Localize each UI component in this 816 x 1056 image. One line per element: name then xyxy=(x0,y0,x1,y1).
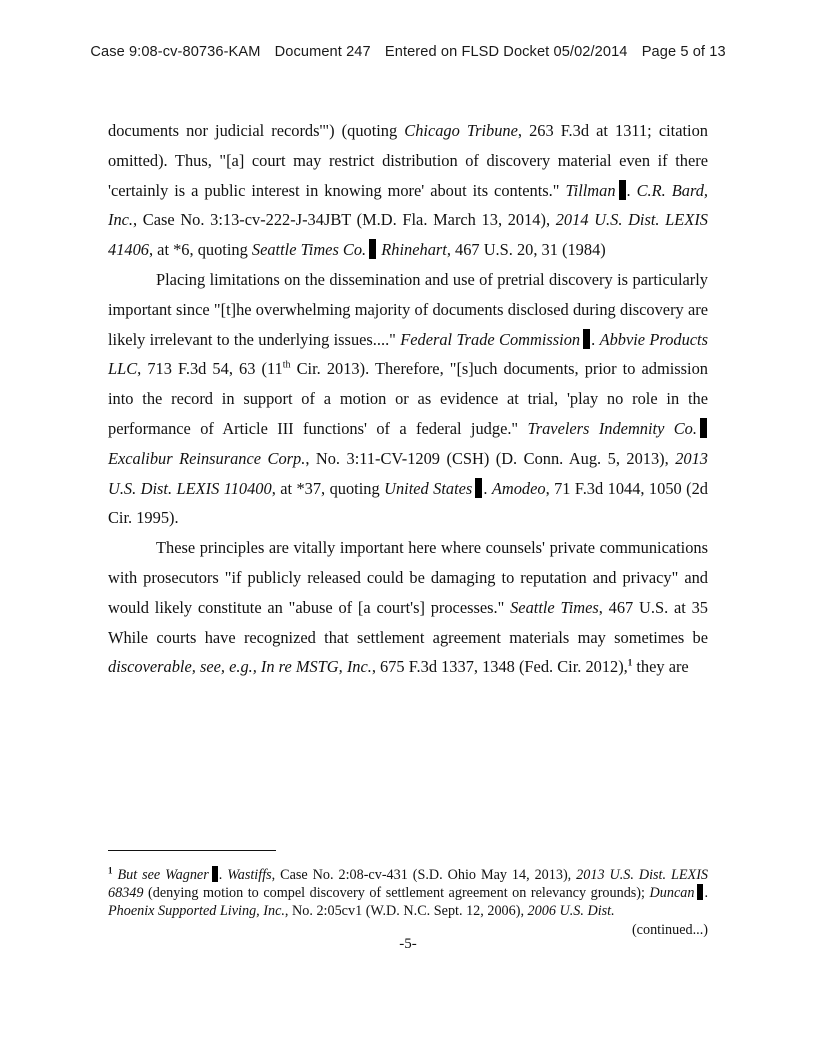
paragraph-1 xyxy=(108,116,708,265)
text-run: , Case No. 3:13-cv-222-J-34JBT (M.D. Fla. March 13, 2014), xyxy=(133,210,556,230)
case-citation: Seattle Times Co. xyxy=(251,240,367,260)
text-run: , 467 U.S. at 35 While courts have recognized that settlement agreement materials may sometimes be xyxy=(108,597,708,647)
text-run: . xyxy=(483,478,492,498)
case-citation: Rhinehart xyxy=(381,240,447,260)
case-citation: Seattle Times xyxy=(510,597,599,617)
text-run: , Case No. 2:08-cv-431 (S.D. Ohio May 14, 2013), xyxy=(271,867,577,883)
text-run: , at *6, quoting xyxy=(148,240,252,260)
case-citation: Phoenix Supported Living, Inc. xyxy=(108,903,285,920)
paragraph-2 xyxy=(108,265,708,533)
footnote-reference[interactable]: 1 xyxy=(627,657,633,668)
header-document-number: Document 247 xyxy=(274,44,371,60)
page-number: -5- xyxy=(399,936,417,952)
case-citation: C.R. Bard, Inc. xyxy=(108,180,709,230)
ordinal-superscript: th xyxy=(282,359,291,371)
text-run: Cir. 2013). Therefore, "[s]uch documents, prior to admission into the record in support of a motion or as evidence at trial, 'play no role in the performance of Article III functions' of a federal judge." xyxy=(108,359,708,438)
footnote-marker: 1 xyxy=(108,865,113,876)
text-run: . xyxy=(591,329,600,349)
text-run: they are xyxy=(632,657,689,677)
footnote-separator xyxy=(108,850,276,851)
reporter-citation: 2013 U.S. Dist. LEXIS 110400 xyxy=(108,448,708,498)
case-citation: Duncan xyxy=(649,885,695,902)
text-run: , 713 F.3d 54, 63 (11 xyxy=(137,359,283,379)
redaction-mark xyxy=(369,239,376,259)
case-citation: Abbvie Products LLC xyxy=(108,329,708,379)
text-run: , No. 3:11-CV-1209 (CSH) (D. Conn. Aug. 5, 2013), xyxy=(305,448,676,468)
redaction-mark xyxy=(475,478,482,498)
footnote-continued: (continued...) xyxy=(631,921,708,938)
header-page-count: Page 5 of 13 xyxy=(641,44,726,60)
case-citation: Federal Trade Commission xyxy=(400,329,581,349)
case-citation: Chicago Tribune xyxy=(404,121,518,140)
reporter-citation: 2014 U.S. Dist. LEXIS 41406 xyxy=(108,210,708,260)
header-case-number: Case 9:08-cv-80736-KAM xyxy=(90,44,261,60)
reporter-citation: 2006 U.S. Dist. xyxy=(527,903,615,920)
redaction-mark xyxy=(619,180,626,200)
redaction-mark xyxy=(697,884,703,900)
redaction-mark xyxy=(212,866,218,882)
footnote-text xyxy=(108,866,708,921)
text-run: Placing limitations on the dissemination and use of pretrial discovery is particularly important since "[t]he overwhelming majority of documents disclosed during discovery are likely irrelevant to the underlying issues...." xyxy=(108,269,708,349)
case-citation: Travelers Indemnity Co. xyxy=(527,418,697,438)
paragraph-3 xyxy=(108,533,708,682)
text-run: , 263 F.3d at 1311; citation omitted). Thus, "[a] court may restrict distribution of discovery material even if there 'certainly is a public interest in knowing more' about its contents." xyxy=(108,121,708,200)
text-run: , 467 U.S. 20, 31 (1984) xyxy=(446,240,606,260)
case-citation: Tillman xyxy=(565,180,616,200)
case-citation: discoverable, see, e.g., In re MSTG, Inc. xyxy=(108,657,372,677)
case-citation: Amodeo xyxy=(491,478,546,498)
reporter-citation: 2013 U.S. Dist. LEXIS 68349 xyxy=(108,867,709,902)
text-run: , at *37, quoting xyxy=(271,478,385,498)
text-run: , No. 2:05cv1 (W.D. N.C. Sept. 12, 2006), xyxy=(284,903,528,920)
text-run: . xyxy=(704,885,708,902)
text-run: . xyxy=(218,867,228,883)
header-entered-date: Entered on FLSD Docket 05/02/2014 xyxy=(384,44,628,60)
text-run: documents nor judicial records'") (quoting xyxy=(108,121,405,140)
redaction-mark xyxy=(583,329,590,349)
text-run: These principles are vitally important here where counsels' private communications with prosecutors "if publicly released could be damaging to reputation and privacy" and would likely constitute an "abuse of [a court's] processes." xyxy=(108,538,708,617)
text-run: , 675 F.3d 1337, 1348 (Fed. Cir. 2012), xyxy=(371,657,628,677)
case-citation: United States xyxy=(384,478,473,498)
document-body xyxy=(108,116,708,682)
text-run: . xyxy=(626,180,637,200)
docket-header xyxy=(0,44,816,60)
footnote-1 xyxy=(108,866,708,939)
case-citation: Wastiffs xyxy=(227,867,272,883)
text-run: , 71 F.3d 1044, 1050 (2d Cir. 1995). xyxy=(108,478,708,528)
case-citation: But see Wagner xyxy=(117,867,209,883)
text-run: (denying motion to compel discovery of settlement agreement on relevancy grounds); xyxy=(143,885,650,902)
redaction-mark xyxy=(700,418,707,438)
case-citation: Excalibur Reinsurance Corp. xyxy=(108,448,306,468)
